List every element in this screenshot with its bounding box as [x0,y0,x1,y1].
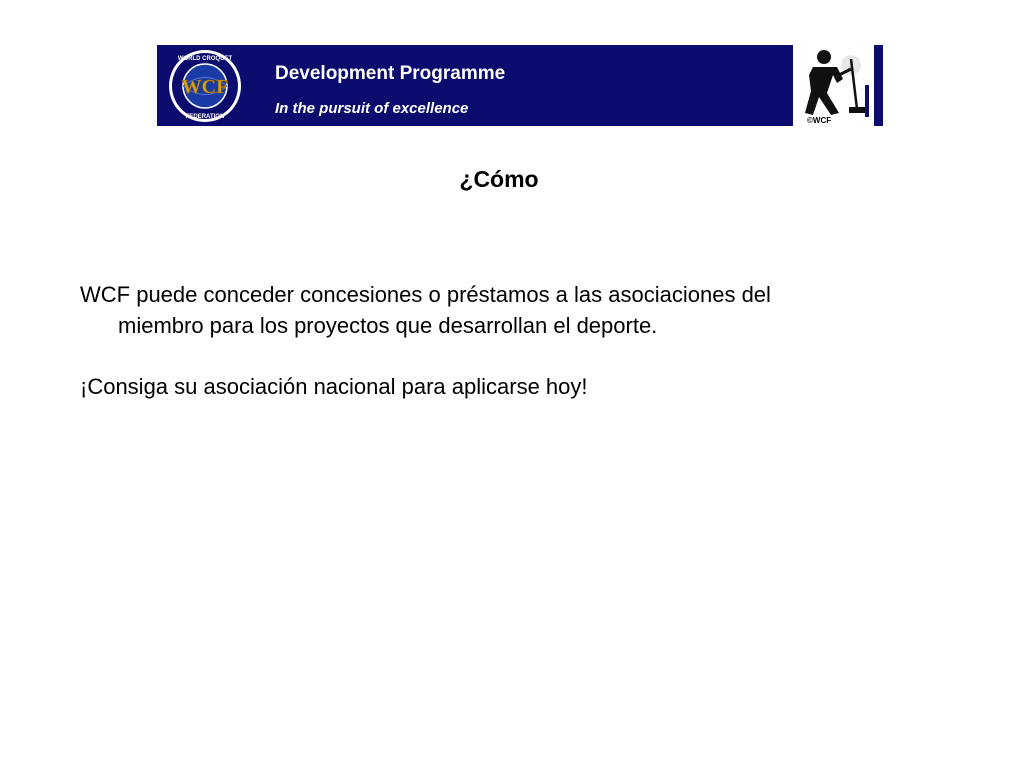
logo-ring-text-top: WORLD CROQUET [177,56,233,62]
banner-title: Development Programme [275,63,506,84]
paragraph-grants [80,279,771,341]
header-banner [157,45,883,126]
copyright-label: ©WCF [807,116,832,125]
logo-ring-text-bottom: FEDERATION [185,114,225,120]
page-title: ¿Cómo [459,166,539,192]
croquet-player-icon [793,45,874,117]
banner-subtitle: In the pursuit of excellence [275,100,469,117]
wcf-logo [167,49,243,123]
paragraph-call-to-action: ¡Consiga su asociación nacional para aplicarse hoy! [80,374,588,399]
logo-monogram: WCF [181,76,229,98]
paragraph-grants-line1: WCF puede conceder concesiones o préstamos a las asociaciones del [80,282,771,307]
paragraph-grants-line2: miembro para los proyectos que desarrollan el deporte. [118,313,658,338]
croquet-player-panel [793,45,874,126]
